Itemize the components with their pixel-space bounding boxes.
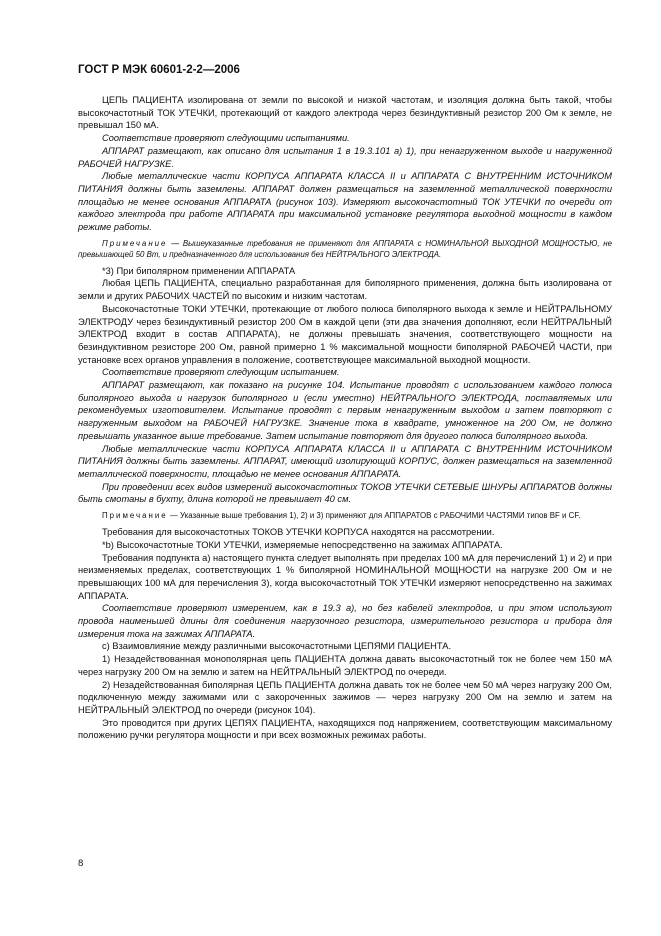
note-text: — Вышеуказанные требования не применяют для АППАРАТА с НОМИНАЛЬНОЙ ВЫХОДНОЙ МОЩНОСТЬЮ, не превышающей 50 Вт, и предназначенного для использования без НЕЙТРАЛЬНОГО ЭЛЕКТРОДА.	[78, 238, 612, 259]
paragraph: 1) Незадействованная монополярная цепь ПАЦИЕНТА должна давать высокочастотный ток не более чем 150 мА через нагрузку 200 Ом на землю и затем на НЕЙТРАЛЬНЫЙ ЭЛЕКТРОД по очереди.	[78, 654, 612, 677]
paragraph: Высокочастотные ТОКИ УТЕЧКИ, протекающие от любого полюса биполярного выхода к земле и НЕЙТРАЛЬНОМУ ЭЛЕКТРОДУ через безиндуктивный резистор 200 Ом в каждой цепи (эти два значения дополняют, если НЕЙТРАЛЬНЫЙ ЭЛЕКТРОД входит в состав АППАРАТА), не должны превышать значения, соответствующего мощности на безиндуктивном резисторе 200 Ом, равной примерно 1 % максимальной мощности биполярной РАБОЧЕЙ ЧАСТИ, при установке всех органов управления в положение, соответствующее максимальной выходной мощности.	[78, 303, 612, 365]
paragraph: Любая ЦЕПЬ ПАЦИЕНТА, специально разработанная для биполярного применения, должна быть изолирована от земли и других РАБОЧИХ ЧАСТЕЙ по высоким и низким частотам.	[78, 278, 612, 302]
note	[78, 238, 612, 260]
paragraph: Это проводится при других ЦЕПЯХ ПАЦИЕНТА, находящихся под напряжением, соответствующим максимальному положению ручки регулятора мощности и при всех возможных режимах работы.	[78, 717, 612, 741]
paragraph: с) Взаимовлияние между различными высокочастотными ЦЕПЯМИ ПАЦИЕНТА.	[102, 641, 452, 652]
document-body	[78, 94, 612, 742]
paragraph: Соответствие проверяют следующими испытаниями.	[102, 133, 350, 144]
note	[78, 510, 612, 521]
paragraph: Соответствие проверяют измерением, как в 19.3 а), но без кабелей электродов, и при этом используют провода наименьшей длины для соединения нагрузочного резистора, измерительного резистора и прибора для измерения тока на зажимах АППАРАТА.	[78, 603, 612, 639]
paragraph: Любые металлические части КОРПУСА АППАРАТА КЛАССА II и АППАРАТА С ВНУТРЕННИМ ИСТОЧНИКОМ ПИТАНИЯ должны быть заземлены. АППАРАТ должен размещаться на заземленной металлической поверхности площадью не менее основания АППАРАТА (рисунок 103). Измеряют высокочастотный ТОК УТЕЧКИ по очереди от каждого электрода при работе АППАРАТА при максимальной установке регулятора выходной мощности в каждом режиме работы.	[78, 171, 612, 233]
paragraph: АППАРАТ размещают, как показано на рисунке 104. Испытание проводят с использованием каждого полюса биполярного выхода и нагрузок биполярного и (если уместно) НЕЙТРАЛЬНОГО ЭЛЕКТРОДА, поставляемых или рекомендуемых изготовителем. Испытание проводят с первым ненагруженным выходом и затем повторяют с нагруженным выходом на РАБОЧЕЙ НАГРУЗКЕ. Значение тока в квадрате, умноженное на 200 Ом, не должно превышать указанное выше требование. Затем испытание повторяют для другого полюса биполярного выхода.	[78, 380, 612, 441]
paragraph: Соответствие проверяют следующим испытанием.	[102, 367, 340, 378]
paragraph: Требования для высокочастотных ТОКОВ УТЕЧКИ КОРПУСА находятся на рассмотрении.	[102, 527, 495, 538]
note-text: — Указанные выше требования 1), 2) и 3) применяют для АППАРАТОВ с РАБОЧИМИ ЧАСТЯМИ типов BF и CF.	[169, 511, 581, 521]
paragraph: При проведении всех видов измерений высокочастотных ТОКОВ УТЕЧКИ СЕТЕВЫЕ ШНУРЫ АППАРАТОВ должны быть смотаны в бухту, длина которой не превышает 40 см.	[78, 481, 612, 505]
paragraph: Требования подпункта а) настоящего пункта следует выполнять при пределах 100 мА для перечислений 1) и 2) и при неизменяемых пределах, соответствующих 1 % биполярной НОМИНАЛЬНОЙ МОЩНОСТИ на нагрузке 200 Ом и не превышающих 100 мА для перечисления 3), когда высокочастотный ТОК УТЕЧКИ измеряют непосредственно на зажимах АППАРАТА.	[78, 552, 612, 601]
note-label: Примечание	[102, 238, 168, 248]
paragraph: *3) При биполярном применении АППАРАТА	[102, 265, 296, 276]
paragraph: АППАРАТ размещают, как описано для испытания 1 в 19.3.101 а) 1), при ненагруженном выходе и нагруженной РАБОЧЕЙ НАГРУЗКЕ.	[78, 145, 612, 169]
page-number: 8	[78, 858, 84, 869]
document-header: ГОСТ Р МЭК 60601-2-2—2006	[78, 64, 240, 76]
note-label: Примечание	[102, 511, 168, 521]
paragraph: *b) Высокочастотные ТОКИ УТЕЧКИ, измеряемые непосредственно на зажимах АППАРАТА.	[102, 539, 503, 550]
paragraph: 2) Незадействованная биполярная ЦЕПЬ ПАЦИЕНТА должна давать ток не более чем 50 мА через нагрузку 200 Ом, подключенную между зажимами или с закороченных зажимов — через нагрузку 200 Ом на землю и затем на НЕЙТРАЛЬНЫЙ ЭЛЕКТРОД по очереди (рисунок 104).	[78, 679, 612, 715]
paragraph: ЦЕПЬ ПАЦИЕНТА изолирована от земли по высокой и низкой частотам, и изоляция должна быть такой, чтобы высокочастотный ТОК УТЕЧКИ, протекающий от каждого электрода через безиндуктивный резистор 200 Ом к земле, не превышал 150 мА.	[78, 95, 612, 131]
paragraph: Любые металлические части КОРПУСА АППАРАТА КЛАССА II и АППАРАТА С ВНУТРЕННИМ ИСТОЧНИКОМ ПИТАНИЯ должны быть заземлены. АППАРАТ, имеющий изолирующий КОРПУС, должен размещаться на заземленной металлической поверхности, площадью не менее основания АППАРАТА.	[78, 443, 612, 479]
